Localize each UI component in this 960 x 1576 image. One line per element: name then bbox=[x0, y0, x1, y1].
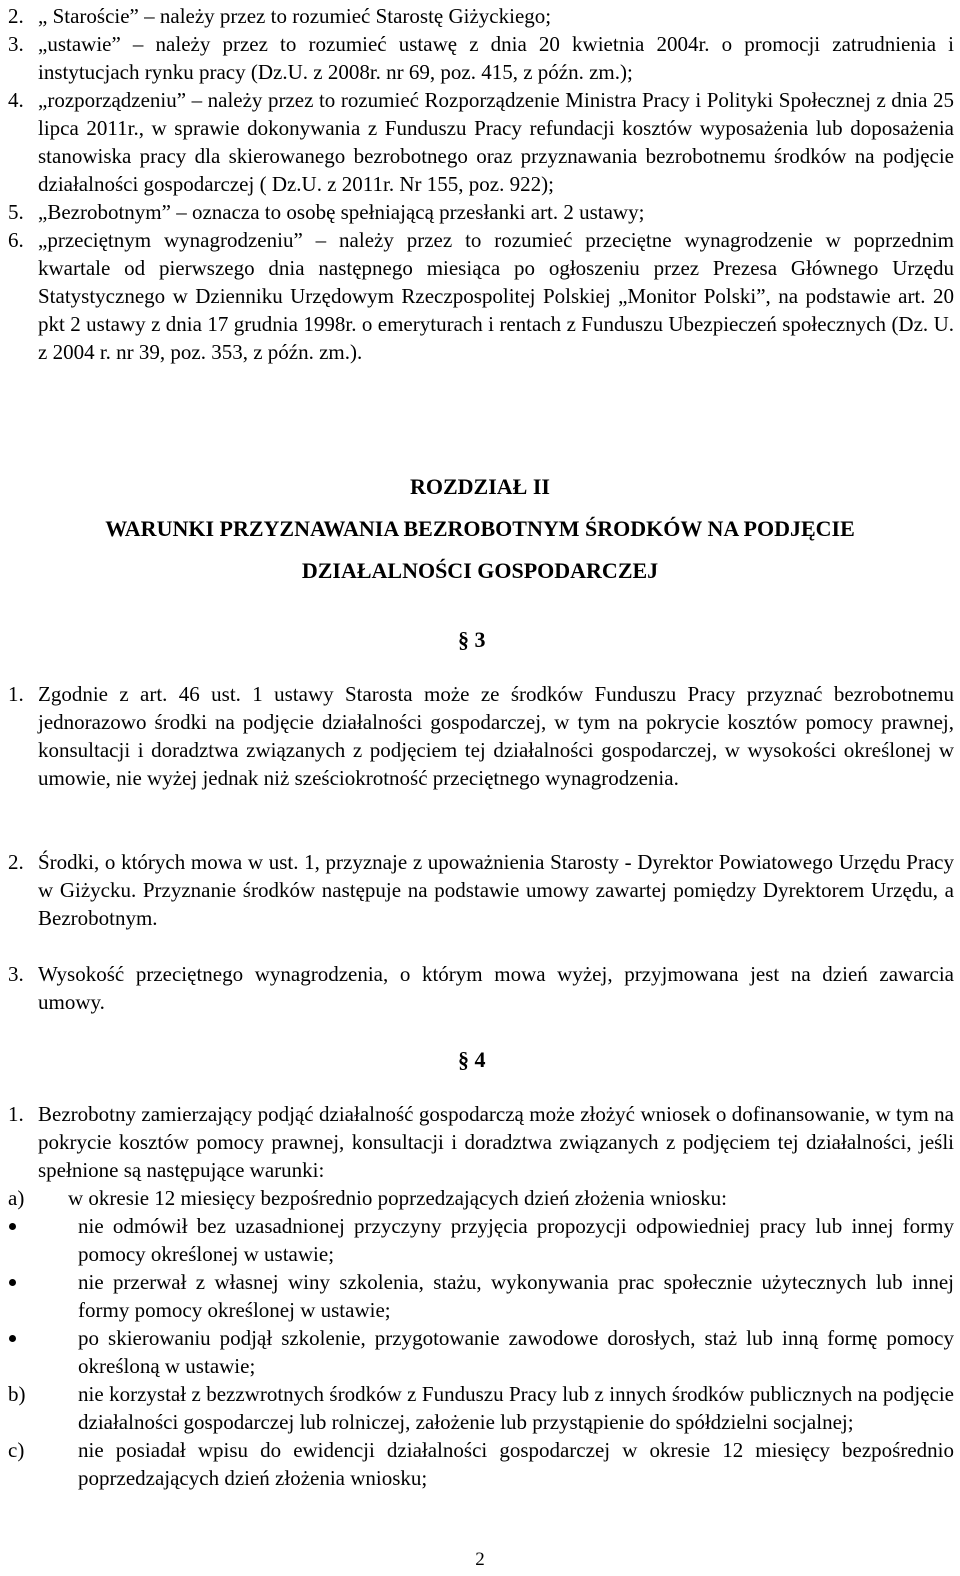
list-item bbox=[8, 2, 954, 30]
chapter-subtitle-line1: WARUNKI PRZYZNAWANIA BEZROBOTNYM ŚRODKÓW NA PODJĘCIE bbox=[105, 516, 855, 541]
condition-c bbox=[8, 1436, 954, 1492]
section-4-body bbox=[8, 1100, 954, 1492]
item-text: „przeciętnym wynagrodzeniu” – należy przez to rozumieć przeciętne wynagrodzenie w poprzednim kwartale od pierwszego dnia następnego miesiąca po ogłoszeniu przez Prezesa Głównego Urzędu Statystycznego w Dzienniku Urzędowym Rzeczpospolitej Polskiej „Monitor Polski”, na podstawie art. 20 pkt 2 ustawy z dnia 17 grudnia 1998r. o emeryturach i rentach z Funduszu Ubezpieczeń społecznych (Dz. U. z 2004 r. nr 39, poz. 353, z późn. zm.). bbox=[38, 228, 954, 364]
item-number: 2. bbox=[8, 4, 24, 28]
item-number: 1. bbox=[8, 682, 24, 706]
item-text: Wysokość przeciętnego wynagrodzenia, o którym mowa wyżej, przyjmowana jest na dzień zawarcia umowy. bbox=[38, 962, 954, 1014]
item-number: 5. bbox=[8, 200, 24, 224]
list-item bbox=[8, 848, 954, 932]
chapter-heading bbox=[0, 472, 960, 502]
bullet-icon bbox=[9, 1279, 16, 1286]
page-number: 2 bbox=[475, 1549, 485, 1570]
item-number: 3. bbox=[8, 32, 24, 56]
item-number: 1. bbox=[8, 1102, 24, 1126]
item-text: „Bezrobotnym” – oznacza to osobę spełniającą przesłanki art. 2 ustawy; bbox=[38, 200, 645, 224]
chapter-subtitle-line2: DZIAŁALNOŚCI GOSPODARCZEJ bbox=[301, 558, 659, 583]
condition-marker: c) bbox=[8, 1438, 25, 1462]
item-number: 4. bbox=[8, 88, 24, 112]
bullet-icon bbox=[9, 1335, 16, 1342]
bullet-item bbox=[8, 1268, 954, 1324]
item-text: Zgodnie z art. 46 ust. 1 ustawy Starosta może ze środków Funduszu Pracy przyznać bezrobotnemu jednorazowo środki na podjęcie działalności gospodarczej, w tym na pokrycie kosztów pomocy prawnej, konsultacji i doradztwa związanych z podjęciem tej działalności gospodarczej, w wysokości określonej w umowie, nie wyżej jednak niż sześciokrotność przeciętnego wynagrodzenia. bbox=[38, 682, 954, 790]
chapter-subtitle-2 bbox=[0, 556, 960, 586]
item-text: Środki, o których mowa w ust. 1, przyznaje z upoważnienia Starosty - Dyrektor Powiatowego Urzędu Pracy w Giżycku. Przyznanie środków następuje na podstawie umowy zawartej pomiędzy Dyrektorem Urzędu, a Bezrobotnym. bbox=[38, 850, 954, 930]
condition-b bbox=[8, 1380, 954, 1436]
definitions-list bbox=[8, 2, 954, 366]
list-item bbox=[8, 960, 954, 1016]
condition-text: nie posiadał wpisu do ewidencji działalności gospodarczej w okresie 12 miesięcy bezpośrednio poprzedzających dzień złożenia wniosku; bbox=[78, 1438, 954, 1490]
section-3-body-3 bbox=[8, 960, 954, 1016]
list-item bbox=[8, 30, 954, 86]
item-text: „rozporządzeniu” – należy przez to rozumieć Rozporządzenie Ministra Pracy i Polityki Społecznej z dnia 25 lipca 2011r., w sprawie dokonywania z Funduszu Pracy refundacji kosztów wyposażenia lub doposażenia stanowiska pracy dla skierowanego bezrobotnego oraz przyznawania bezrobotnemu środków na podjęcie działalności gospodarczej ( Dz.U. z 2011r. Nr 155, poz. 922); bbox=[38, 88, 954, 196]
section-3-body bbox=[8, 680, 954, 792]
item-text: „ Staroście” – należy przez to rozumieć Starostę Giżyckiego; bbox=[38, 4, 552, 28]
condition-text: w okresie 12 miesięcy bezpośrednio poprzedzających dzień złożenia wniosku: bbox=[68, 1186, 727, 1210]
chapter-subtitle bbox=[0, 514, 960, 544]
bullet-item bbox=[8, 1212, 954, 1268]
item-number: 2. bbox=[8, 850, 24, 874]
condition-marker: b) bbox=[8, 1382, 26, 1406]
condition-a bbox=[8, 1184, 954, 1212]
item-number: 6. bbox=[8, 228, 24, 252]
section-3-body-2 bbox=[8, 848, 954, 932]
section-sign-3: § 3 bbox=[458, 627, 486, 652]
item-text: Bezrobotny zamierzający podjąć działalność gospodarczą może złożyć wniosek o dofinansowanie, w tym na pokrycie kosztów pomocy prawnej, konsultacji i doradztwa związanych z podjęciem tej działalności, jeśli spełnione są następujące warunki: bbox=[38, 1102, 954, 1182]
list-item bbox=[8, 1100, 954, 1184]
chapter-title: ROZDZIAŁ II bbox=[410, 474, 550, 499]
bullet-text: nie przerwał z własnej winy szkolenia, stażu, wykonywania prac społecznie użytecznych lub innej formy pomocy określonej w ustawie; bbox=[78, 1270, 954, 1322]
item-number: 3. bbox=[8, 962, 24, 986]
bullet-text: po skierowaniu podjął szkolenie, przygotowanie zawodowe dorosłych, staż lub inną formę pomocy określoną w ustawie; bbox=[78, 1326, 954, 1378]
list-item bbox=[8, 680, 954, 792]
condition-text: nie korzystał z bezzwrotnych środków z Funduszu Pracy lub z innych środków publicznych na podjęcie działalności gospodarczej lub rolniczej, założenie lub przystąpienie do spółdzielni socjalnej; bbox=[78, 1382, 954, 1434]
section-sign-4: § 4 bbox=[458, 1047, 486, 1072]
list-item bbox=[8, 198, 954, 226]
bullet-item bbox=[8, 1324, 954, 1380]
bullet-icon bbox=[9, 1223, 16, 1230]
condition-marker: a) bbox=[8, 1186, 25, 1210]
list-item bbox=[8, 86, 954, 198]
bullet-text: nie odmówił bez uzasadnionej przyczyny przyjęcia propozycji odpowiedniej pracy lub innej formy pomocy określonej w ustawie; bbox=[78, 1214, 954, 1266]
item-text: „ustawie” – należy przez to rozumieć ustawę z dnia 20 kwietnia 2004r. o promocji zatrudnienia i instytucjach rynku pracy (Dz.U. z 2008r. nr 69, poz. 415, z późn. zm.); bbox=[38, 32, 954, 84]
list-item bbox=[8, 226, 954, 366]
